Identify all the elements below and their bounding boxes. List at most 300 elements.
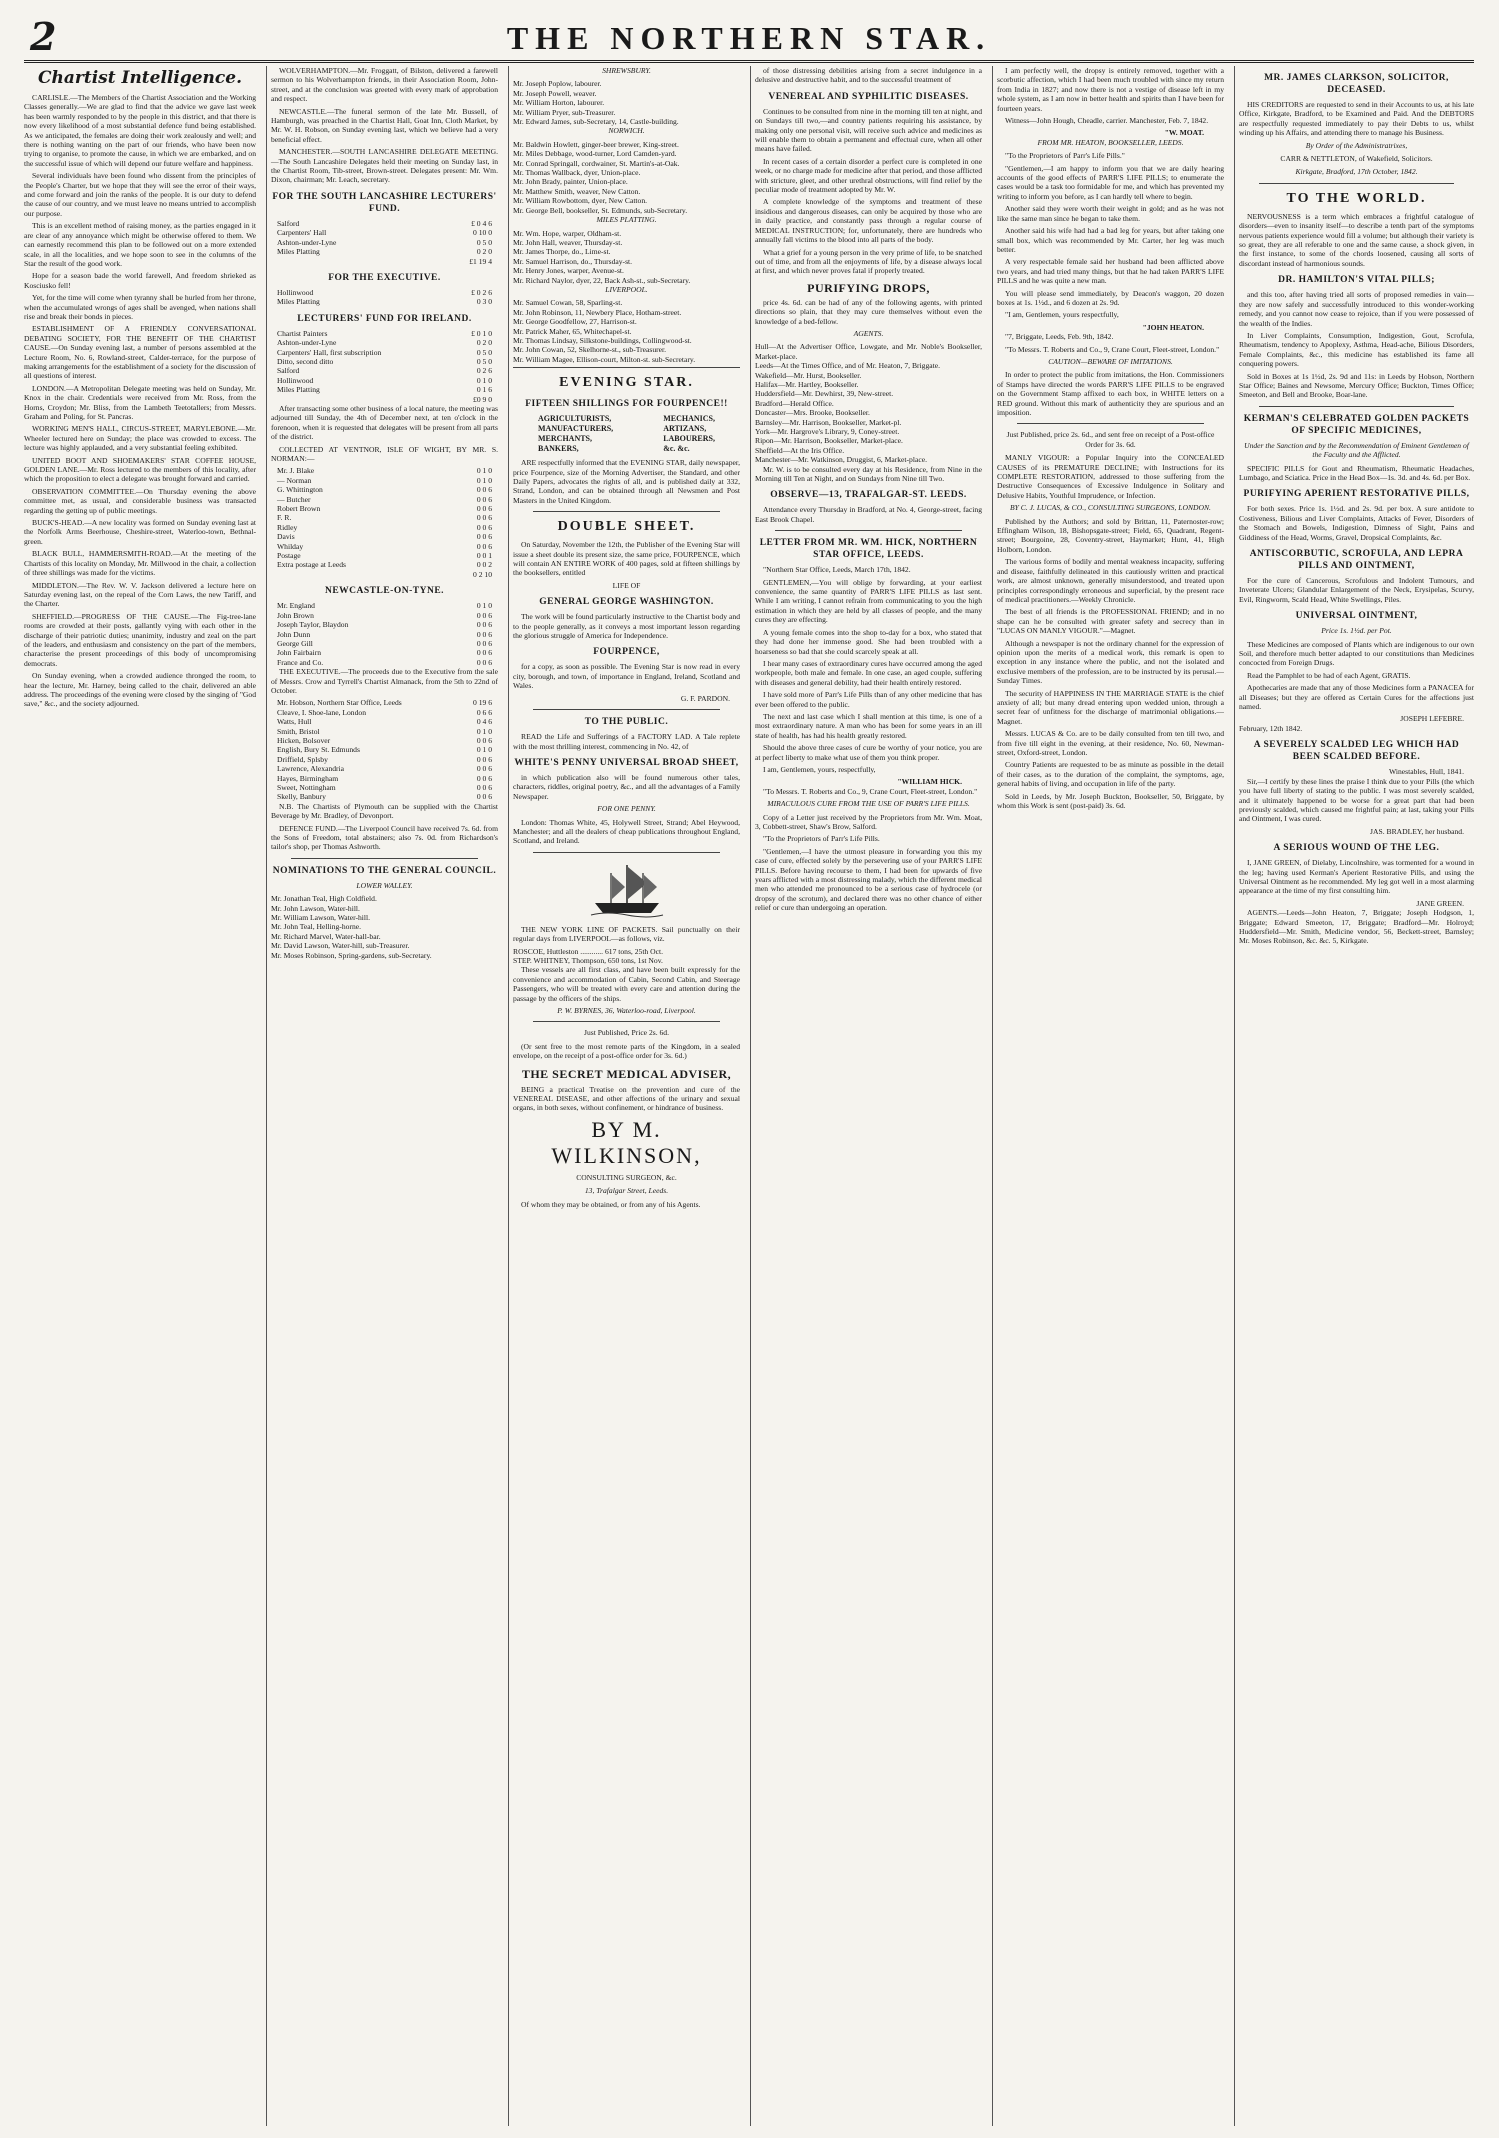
paragraph: WORKING MEN'S HALL, CIRCUS-STREET, MARYLEBONE.—Mr. Wheeler lectured here on Sunday; the place was crowded to excess. The lecture was highly applauded, and a very substantial feeling exhibited. xyxy=(24,424,256,453)
row-amount: 0 5 0 xyxy=(476,347,492,357)
shrewsbury-heading: SHREWSBURY. xyxy=(602,66,651,75)
caution-title: CAUTION—BEWARE OF IMITATIONS. xyxy=(1048,356,1173,366)
kerman-sub: Under the Sanction and by the Recommendation of Eminent Gentlemen of the Faculty and the Afflicted. xyxy=(1244,440,1469,460)
just-published: Just Published, price 2s. 6d., and sent free on receipt of a Post-office Order for 3s. 6d. xyxy=(1006,430,1215,449)
column-4 xyxy=(750,66,982,2126)
paragraph: Should the above three cases of cure be worthy of your notice, you are at perfect liberty to make what use of them you think proper. xyxy=(755,743,982,762)
heaton-paragraphs xyxy=(997,164,1224,320)
row-amount: 0 0 6 xyxy=(476,657,492,667)
paragraph: Sold in Leeds, by Mr. Joseph Buckton, Bookseller, 50, Briggate, by whom this Work is sent (post-paid) 3s. 6d. xyxy=(997,791,1224,811)
ship-line: STEP. WHITNEY, Thompson, 650 tons, 1st Nov. xyxy=(513,955,663,965)
row-label: Sweet, Nottingham xyxy=(277,783,336,792)
table-row xyxy=(271,513,498,522)
row-amount: 0 3 0 xyxy=(476,297,492,307)
from-heaton: FROM MR. HEATON, BOOKSELLER, LEEDS. xyxy=(1037,137,1184,147)
paragraph: ESTABLISHMENT OF A FRIENDLY CONVERSATIONAL DEBATING SOCIETY, FOR THE BENEFIT OF THE CHARTIST CAUSE.—On Sunday evening last, a number of persons assembled at the Lecture Room, No. 6, Rowland-street, Calder-terrace, for the purpose of making arrangements for the establishment of a society for the discussion of all questions of interest. xyxy=(24,324,256,381)
signature: G. F. PARDON. xyxy=(680,693,730,703)
paragraph: I hear many cases of extraordinary cures have occurred among the aged workpeople, both male and female. In one case, an aged couple, suffering with diseases and general debility, had their health entirely restored. xyxy=(755,658,982,687)
paragraph: SHEFFIELD.—PROGRESS OF THE CAUSE.—The Fig-tree-lane rooms are crowded at their posts, gallantly vying with each other in the discharge of their patriotic duties; unanimity, industry and zeal on the part of the leaders, and enthusiasm and consistency on the part of the members, characterise the present proceedings of this body of uncompromising democrats. xyxy=(24,611,256,668)
paragraph: AGENTS.—Leeds—John Heaton, 7, Briggate; Joseph Hodgson, 1, Briggate; Edward Smeeton, 17, Briggate; Bradford—Mr. Holroyd; Huddersfield—Mr. Smith, Medicine vendor, 56, Beckett-street, Barnsley; Mr. Moses Robinson, &c. &c. 5, Kirkgate. xyxy=(1239,908,1474,946)
list-item: Mr. Miles Debbage, wood-turner, Lord Camden-yard. xyxy=(513,149,677,159)
paragraph: of those distressing debilities arising from a secret indulgence in a delusive and destructive habit, and to the successful treatment of xyxy=(755,66,982,85)
paragraph: For the cure of Cancerous, Scrofulous and Indolent Tumours, and Inveterate Ulcers; Glandular Enlargement of the Neck, Erysipelas, Scurvy, Evil, Ringworm, Scald Head, White Swellings, Piles. xyxy=(1239,576,1474,604)
clarkson-firm: CARR & NETTLETON, of Wakefield, Solicitors. xyxy=(1280,154,1433,164)
column-1 xyxy=(24,66,256,2126)
table-row xyxy=(271,366,498,375)
row-label: Lawrence, Alexandria xyxy=(277,764,345,774)
paragraph: Another said his wife had had a bad leg for years, but after taking one small box, which was recommended by Mr. Carter, her leg was much better. xyxy=(997,226,1224,254)
divider xyxy=(1017,423,1204,424)
list-item: Mr. William Lawson, Water-hill. xyxy=(271,913,371,923)
paragraph: "To Messrs. T. Roberts and Co., 9, Crane Court, Fleet-street, London." xyxy=(1005,344,1220,354)
wound-title: A SERIOUS WOUND OF THE LEG. xyxy=(1273,843,1440,854)
moat-signature: "W. MOAT. xyxy=(1164,128,1204,138)
row-label: George Gill xyxy=(277,638,313,648)
row-amount: £ 0 1 0 xyxy=(471,328,492,338)
row-amount: 0 1 0 xyxy=(476,745,492,755)
paragraph: I, JANE GREEN, of Dielaby, Lincolnshire, was tormented for a wound in the leg; having used Kerman's Aperient Restorative Pills, and using the Universal Ointment as he recommended. My leg got well in a most alarming appearance at the time of my first consulting him. xyxy=(1239,858,1474,896)
table-row xyxy=(271,717,498,726)
row-label: Cleave, I. Shoe-lane, London xyxy=(277,707,366,717)
row-label: Salford xyxy=(277,218,300,228)
miles-heading: MILES PLATTING. xyxy=(596,215,657,225)
heaton-signature: "JOHN HEATON. xyxy=(1142,322,1204,332)
list-item: Mr. John Teal, Helling-horne. xyxy=(271,922,362,932)
row-label: Smith, Bristol xyxy=(277,726,320,736)
row-amount: 0 0 6 xyxy=(476,648,492,658)
table-row xyxy=(271,698,498,707)
table-row xyxy=(271,288,498,297)
row-label: Miles Platting xyxy=(277,297,320,307)
list-item: MERCHANTS, xyxy=(538,434,593,444)
row-label: Skelly, Banbury xyxy=(277,792,326,802)
paragraph: N.B. The Chartists of Plymouth can be supplied with the Chartist Beverage by Mr. Bradley, of Devonport. xyxy=(271,801,498,821)
divider xyxy=(533,852,720,853)
paragraph: I am, Gentlemen, yours, respectfully, xyxy=(763,764,876,774)
nominations-sub: LOWER WALLEY. xyxy=(356,880,413,890)
paragraph: The work will be found particularly instructive to the Chartist body and to the people generally, as it conveys a most important lesson regarding the glorious struggle of America for Independence. xyxy=(513,612,740,641)
divider xyxy=(1259,406,1454,407)
agents-title: AGENTS. xyxy=(853,328,884,338)
paragraph: Hope for a season bade the world farewell, And freedom shrieked as Kosciusko fell! xyxy=(24,271,256,290)
table-row xyxy=(271,523,498,532)
row-amount: 0 0 6 xyxy=(476,541,492,551)
row-label: Hollinwood xyxy=(277,375,314,385)
row-label: Ashton-under-Lyne xyxy=(277,338,337,348)
row-label: Ditto, second ditto xyxy=(277,356,334,366)
list-item: Mr. William Magee, Ellison-court, Milton-st. sub-Secretary. xyxy=(513,354,696,364)
classes-box xyxy=(513,414,740,454)
divider xyxy=(533,1021,720,1022)
paragraph: "7, Briggate, Leeds, Feb. 9th, 1842. xyxy=(1005,332,1114,342)
clarkson-title: MR. JAMES CLARKSON, SOLICITOR, DECEASED. xyxy=(1264,73,1449,95)
paragraph: I am perfectly well, the dropsy is entirely removed, together with a scorbutic affection, which I had been much troubled with since my return from India in 1827; and now there is not a vestige of disease left in my whole system, as I am now in better health and spirits than I have been for fourteen years. xyxy=(997,66,1224,113)
row-amount: 0 1 6 xyxy=(476,385,492,395)
paragraph: The various forms of bodily and mental weakness incapacity, suffering and disease, faithfully delineated in this cautiously written and practical work, are almost unknown, generally misunderstood, and treated upon principles correspondingly erroneous and superficial, by the present race of medical practitioners.—Weekly Chronicle. xyxy=(997,557,1224,604)
wilkinson: BY M. WILKINSON, xyxy=(551,1116,702,1168)
row-amount: £0 9 0 xyxy=(473,394,492,404)
row-amount: 0 10 0 xyxy=(473,228,492,238)
column-6 xyxy=(1234,66,1474,2126)
table-row xyxy=(271,228,498,237)
norwich-list xyxy=(513,140,740,215)
row-amount: 0 0 6 xyxy=(476,638,492,648)
row-amount: 0 1 0 xyxy=(476,601,492,611)
lefebre: JOSEPH LEFEBRE. xyxy=(1400,714,1464,724)
paragraph: "Gentlemen,—I am happy to inform you that we are daily hearing accounts of the good effects of PARR'S LIFE PILLS; to enumerate the cases would be a task too formidable for me, and which has prevented my writing to inform you before, as I can hardly tell where to begin. xyxy=(997,163,1224,201)
row-amount: 0 0 6 xyxy=(476,792,492,802)
list-item: Leeds—At the Times Office, and of Mr. Heaton, 7, Briggate. xyxy=(755,361,941,371)
row-label: Hollinwood xyxy=(277,287,314,297)
paragraph: Sold in Boxes at 1s 1½d, 2s. 9d and 11s: in Leeds by Hobson, Northern Star Office; Baines and Newsome, Mercury Office; Buckton, Times Office; Smeeton, and Bell and Brooke, Boar-lane. xyxy=(1239,371,1474,400)
table-row xyxy=(271,329,498,338)
row-label: Hicken, Bolsover xyxy=(277,735,331,745)
table-row xyxy=(271,620,498,629)
page-number: 2 xyxy=(30,14,57,59)
row-amount: 0 1 0 xyxy=(476,726,492,736)
paragraph: Yet, for the time will come when tyranny shall be hurled from her throne, when the accumulated wrongs of ages shall be avenged, when nations shall rise and break their bonds in pieces. xyxy=(24,293,256,321)
list-item: Mr. George Goodfellow, 27, Harrison-st. xyxy=(513,317,637,327)
table-row xyxy=(271,257,498,266)
ireland-table xyxy=(271,329,498,404)
column-5 xyxy=(992,66,1224,2126)
paragraph: The security of HAPPINESS IN THE MARRIAGE STATE is the chief anxiety of all; but many dread entering upon wedded union, through a secret fear of unfitness for the discharge of matrimonial obligations.—Magnet. xyxy=(997,688,1224,726)
column-2-paragraphs xyxy=(271,66,498,185)
aperient-title: PURIFYING APERIENT RESTORATIVE PILLS, xyxy=(1243,489,1470,500)
washington-title: GENERAL GEORGE WASHINGTON. xyxy=(539,597,714,608)
list-item: Mr. John Robinson, 11, Newbery Place, Hotham-street. xyxy=(513,307,682,317)
table-row xyxy=(271,736,498,745)
list-item: ARTIZANS, xyxy=(663,424,707,434)
row-label: F. R. xyxy=(277,513,292,523)
authors: BY C. J. LUCAS, & CO., CONSULTING SURGEONS, LONDON. xyxy=(1010,503,1211,513)
norwich-heading: NORWICH. xyxy=(608,126,645,136)
paragraph: Attendance every Thursday in Bradford, at No. 4, George-street, facing East Brook Chapel. xyxy=(755,505,982,524)
paragraph: In Liver Complaints, Consumption, Indigestion, Gout, Scrofula, Rheumatism, tendency to Apoplexy, Asthma, Head-ache, Bilious Disorders, Female Complaints, &c., this medicine has established its fame all conquering powers. xyxy=(1239,330,1474,369)
row-label: Hayes, Birmingham xyxy=(277,773,339,783)
ventnor-table xyxy=(271,466,498,579)
table-row xyxy=(271,658,498,667)
row-amount: 0 4 6 xyxy=(476,717,492,727)
row-amount: £ 0 4 6 xyxy=(471,218,492,228)
row-amount: 0 0 6 xyxy=(476,629,492,639)
list-item: Mr. Wm. Hope, warper, Oldham-st. xyxy=(513,228,622,238)
paragraph: Of whom they may be obtained, or from any of his Agents. xyxy=(521,1199,701,1209)
universal-title: UNIVERSAL OINTMENT, xyxy=(1295,611,1418,622)
row-amount: 0 0 6 xyxy=(476,522,492,532)
fifteen-shillings: FIFTEEN SHILLINGS FOR FOURPENCE!! xyxy=(525,399,728,410)
opinions-list xyxy=(997,557,1224,726)
kerman-title: KERMAN'S CELEBRATED GOLDEN PACKETS OF SPECIFIC MEDICINES, xyxy=(1243,413,1470,436)
paragraph: On Sunday evening, when a crowded audience thronged the room, to hear the lecture, Mr. Harney, being called to the chair, delivered an able address. The proceedings of the evening were closed by the singing of "God save," &c., and the society adjourned. xyxy=(24,671,256,709)
row-amount: 0 2 0 xyxy=(476,338,492,348)
list-item: Doncaster—Mrs. Brooke, Bookseller. xyxy=(755,408,870,418)
list-item: Halifax—Mr. Hartley, Bookseller. xyxy=(755,379,859,389)
paragraph: BLACK BULL, HAMMERSMITH-ROAD.—At the meeting of the Chartists of this locality on Monday, Mr. Millwood in the chair, a collection of three shillings was made for the victims. xyxy=(24,549,256,578)
table-row xyxy=(271,247,498,256)
row-amount: 0 0 6 xyxy=(476,735,492,745)
table-row xyxy=(271,542,498,551)
list-item: MANUFACTURERS, xyxy=(538,424,614,434)
paragraph: THE EXECUTIVE.—The proceeds due to the Executive from the sale of Messrs. Crow and Tyrrell's Chartist Almanack, from the 5th to 22nd of October. xyxy=(271,667,498,695)
list-item: Mr. Joseph Poplow, labourer. xyxy=(513,79,602,89)
row-amount: 0 19 6 xyxy=(473,698,492,708)
row-label: Carpenters' Hall, first subscription xyxy=(277,347,382,357)
list-item: BANKERS, xyxy=(538,444,579,454)
row-amount: 0 0 6 xyxy=(476,485,492,495)
paragraph: "To the Proprietors of Parr's Life Pills. xyxy=(763,834,880,844)
row-label: Extra postage at Leeds xyxy=(277,560,346,570)
paragraph: NERVOUSNESS is a term which embraces a frightful catalogue of disorders—even to insanity itself—to describe a tenth part of the symptoms nervous patients experience would fill a volume; but although their variety is so great, they are all referable to one and the same cause, a shock given, in the first instance, to some of the chords loosened, causing all sorts of discordant instead of harmonious sounds. xyxy=(1239,211,1474,268)
row-label: Chartist Painters xyxy=(277,328,328,338)
masthead: THE NORTHERN STAR. xyxy=(506,20,992,56)
paragraph: Several individuals have been found who dissent from the principles of the People's Charter, but we hope that they will see the error of their ways, and come forward and join the ranks of the people. It is our duty to defend the cause of our country, and we must leave no means untried to accomplish our purpose. xyxy=(24,171,256,218)
paragraph: Another said they were worth their weight in gold; and as he was not like the same man since he began to take them. xyxy=(997,204,1224,223)
list-item: Mr. John Hall, weaver, Thursday-st. xyxy=(513,237,623,247)
paragraph: London: Thomas White, 45, Holywell Street, Strand; Abel Heywood, Manchester; and all the dealers of cheap publications throughout England, Scotland, and Ireland. xyxy=(513,817,740,846)
page-header xyxy=(24,10,1474,63)
newcastle-title: NEWCASTLE-ON-TYNE. xyxy=(324,586,445,597)
paragraph: A very respectable female said her husband had been afflicted above two years, and had tried many things, but that he had taken PARR'S LIFE PILLS and he was quite a new man. xyxy=(997,257,1224,286)
just-published: Just Published, Price 2s. 6d. xyxy=(583,1028,669,1038)
paragraph: HIS CREDITORS are requested to send in their Accounts to us, at his late Office, Kirkgate, Bradford, to be Examined and Paid. And the DEBTORS are respectfully requested immediately to pay their Debts to us, whilst winding up his Affairs, and attending there to manage his Business. xyxy=(1239,100,1474,138)
list-item: Mr. Conrad Springall, cordwainer, St. Martin's-at-Oak. xyxy=(513,158,680,168)
list-item: Mr. William Horton, labourer. xyxy=(513,98,605,108)
row-amount: 0 2 10 xyxy=(473,569,492,579)
table-row xyxy=(271,495,498,504)
table-row xyxy=(271,727,498,736)
paragraph: "To the Proprietors of Parr's Life Pills." xyxy=(1005,151,1125,161)
table-row xyxy=(271,504,498,513)
ship-icon xyxy=(587,859,667,919)
row-amount: 0 1 0 xyxy=(476,375,492,385)
row-amount: 0 0 1 xyxy=(476,551,492,561)
list-item: MECHANICS, xyxy=(663,414,715,424)
shrewsbury-list xyxy=(513,79,740,126)
fourpence-title: FOURPENCE, xyxy=(593,647,660,658)
list-item: Mr. Patrick Maher, 65, Whitechapel-st. xyxy=(513,326,632,336)
list-item: Ripon—Mr. Harrison, Bookseller, Market-place. xyxy=(755,436,903,446)
list-item: Mr. Thomas Wallback, dyer, Union-place. xyxy=(513,168,641,178)
table-row xyxy=(271,532,498,541)
section-title: Chartist Intelligence. xyxy=(37,68,243,88)
paragraph: OBSERVATION COMMITTEE.—On Thursday evening the above committee met, as usual, and considerable business was transacted regarding the getting up of public meetings. xyxy=(24,486,256,515)
paragraph: Apothecaries are made that any of those Medicines form a PANACEA for all Diseases; but they are offered as Certain Cures for the affections just named. xyxy=(1239,683,1474,712)
list-item: Mr. Moses Robinson, Spring-gardens, sub-Secretary. xyxy=(271,950,432,960)
world-title: TO THE WORLD. xyxy=(1286,190,1427,206)
paragraph: BEING a practical Treatise on the prevention and cure of the VENEREAL DISEASE, and other affections of the urinary and sexual organs, in both sexes, without confinement, or hindrance of business. xyxy=(513,1084,740,1113)
paragraph: In order to protect the public from imitations, the Hon. Commissioners of Stamps have directed the words PARR'S LIFE PILLS to be engraved on the Government Stamp affixed to each box, in WHITE letters on a RED ground. Without this mark of authenticity they are spurious and an imposition. xyxy=(997,370,1224,417)
paragraph: "I am, Gentlemen, yours respectfully, xyxy=(1005,310,1119,320)
list-item: Mr. Samuel Cowan, 58, Sparling-st. xyxy=(513,298,623,308)
paragraph: I have sold more of Parr's Life Pills than of any other medicine that has ever been offered to the public. xyxy=(755,690,982,709)
paragraph: These Medicines are composed of Plants which are indigenous to our own Soil, and therefore much better adapted to our constitutions than Medicines concocted from Foreign Drugs. xyxy=(1239,639,1474,668)
column-4-intro xyxy=(755,66,982,85)
paragraph: Copy of a Letter just received by the Proprietors from Mr. Wm. Moat, 3, Cobbett-street, Shaw's Brow, Salford. xyxy=(755,812,982,831)
paragraph: You will please send immediately, by Deacon's waggon, 20 dozen boxes at 1s. 1½d., and 6 dozen at 2s. 9d. xyxy=(997,288,1224,307)
paragraph: price 4s. 6d. can be had of any of the following agents, with printed directions so plain, that they may cure themselves without even the knowledge of a bed-fellow. xyxy=(755,297,982,326)
life-of: LIFE OF xyxy=(612,580,641,590)
row-label: John Fairbairn xyxy=(277,648,322,658)
column-3 xyxy=(508,66,740,2126)
list-item: Mr. John Brady, painter, Union-place. xyxy=(513,177,628,187)
paragraph: After transacting some other business of a local nature, the meeting was adjourned till Sunday, the 4th of December next, at ten o'clock in the forenoon, when it is requested that delegates will be present from all parts of the district. xyxy=(271,403,498,442)
divider xyxy=(1259,183,1454,184)
hamilton-title: DR. HAMILTON'S VITAL PILLS; xyxy=(1278,275,1435,286)
nominations-list xyxy=(271,894,498,960)
paragraph: Country Patients are requested to be as minute as possible in the detail of their cases, as to the duration of the complaint, the symptoms, age, general habits of living, and occupation in life of the party. xyxy=(997,760,1224,789)
paragraph: WOLVERHAMPTON.—Mr. Froggatt, of Bilston, delivered a farewell sermon to his Wolverhampton friends, in their Association Room, John-street, and at the conclusion was greeted with every mark of approbation and respect. xyxy=(271,66,498,104)
row-label: Watts, Hull xyxy=(277,717,312,727)
row-amount: 0 0 6 xyxy=(476,494,492,504)
universal-price: Price 1s. 1½d. per Pot. xyxy=(1321,626,1392,636)
venereal-title: VENEREAL AND SYPHILITIC DISEASES. xyxy=(768,91,969,102)
list-item: Mr. William Rowbottom, dyer, New Catton. xyxy=(513,196,648,206)
table-row xyxy=(271,348,498,357)
table-row xyxy=(271,774,498,783)
table-row xyxy=(271,476,498,485)
paragraph: The best of all friends is the PROFESSIONAL FRIEND; and in no shape can he be consulted with greater safety and secrecy than in "LUCAS ON MANLY VIGOUR."—Magnet. xyxy=(997,607,1224,636)
list-item: Mr. John Cowan, 52, Skelhorne-st., sub-Treasurer. xyxy=(513,345,667,355)
column-1-paragraphs xyxy=(24,93,256,709)
table-row xyxy=(271,297,498,306)
ventnor-title: COLLECTED AT VENTNOR, ISLE OF WIGHT, BY MR. S. NORMAN:— xyxy=(271,444,498,463)
row-label: Mr. Hobson, Northern Star Office, Leeds xyxy=(277,698,402,708)
letter-paragraphs xyxy=(755,578,982,775)
table-row xyxy=(271,485,498,494)
row-label: Davis xyxy=(277,532,295,542)
paragraph: SPECIFIC PILLS for Gout and Rheumatism, Rheumatic Headaches, Lumbago, and Sciatica. Price in the Head Box—1s. 3d. and 4s. 6d. per Box. xyxy=(1239,463,1474,482)
table-row xyxy=(271,376,498,385)
divider xyxy=(775,530,962,531)
row-amount: 0 0 6 xyxy=(476,754,492,764)
leg-title: A SEVERELY SCALDED LEG WHICH HAD BEEN SCALDED BEFORE. xyxy=(1253,740,1460,763)
table-row xyxy=(271,551,498,560)
list-item: Mr. Samuel Harrison, do., Thursday-st. xyxy=(513,256,633,266)
row-amount: 0 2 0 xyxy=(476,247,492,257)
letter-date: "Northern Star Office, Leeds, March 17th, 1842. xyxy=(763,565,911,575)
row-amount: £ 0 2 6 xyxy=(471,287,492,297)
row-label: Robert Brown xyxy=(277,504,321,514)
table-row xyxy=(271,630,498,639)
list-item: Mr. Thomas Lindsay, Silkstone-buildings, Collingwood-st. xyxy=(513,335,692,345)
paragraph: READ the Life and Sufferings of a FACTORY LAD. A Tale replete with the most thrilling interest, commencing in No. 42, of xyxy=(513,732,740,751)
table-row xyxy=(271,560,498,569)
row-label: English, Bury St. Edmunds xyxy=(277,745,360,755)
paragraph: LONDON.—A Metropolitan Delegate meeting was held on Sunday, Mr. Knox in the chair. Credentials were received from Mr. Ross, from the Horns, Croydon; Mr. Bliss, from the Lambeth Teetotallers; from Messrs. Graham and Poling, for St. Pancras. xyxy=(24,383,256,421)
list-item: Mr. William Pryer, sub-Treasurer. xyxy=(513,107,616,117)
list-item: Mr. Matthew Smith, weaver, New Catton. xyxy=(513,186,641,196)
row-amount: 0 0 6 xyxy=(476,783,492,792)
paragraph: UNITED BOOT AND SHOEMAKERS' STAR COFFEE HOUSE, GOLDEN LANE.—Mr. Ross lectured to the members of this locality, after which the proposition to elect a delegate was brought forward and carried. xyxy=(24,455,256,484)
paragraph: On Saturday, November the 12th, the Publisher of the Evening Star will issue a sheet double its present size, the same price, FOURPENCE, which will contain AN ENTIRE WORK of 400 pages, sold at fifteen shillings by the booksellers, entitled xyxy=(513,540,740,578)
table-row xyxy=(271,745,498,754)
row-label: Miles Platting xyxy=(277,247,320,257)
row-amount: 0 0 6 xyxy=(476,620,492,630)
evening-star-title: EVENING STAR. xyxy=(559,375,694,391)
liverpool-list xyxy=(513,298,740,364)
paragraph: "To Messrs. T. Roberts and Co., 9, Crane Court, Fleet-street, London." xyxy=(763,786,978,796)
row-label: G. Whittington xyxy=(277,485,323,495)
row-label: Whilday xyxy=(277,541,304,551)
list-item: Wakefield—Mr. Hurst, Bookseller. xyxy=(755,370,862,380)
antiscorbutic-title: ANTISCORBUTIC, SCROFULA, AND LEPRA PILLS AND OINTMENT, xyxy=(1249,549,1464,571)
table-row xyxy=(271,395,498,404)
divider xyxy=(533,709,720,710)
table-row xyxy=(271,338,498,347)
paragraph: DEFENCE FUND.—The Liverpool Council have received 7s. 6d. from the Sons of Freedom, total abstainers; also 7s. 0d. from Richardson's tailor's shop, per Thomas Ashworth. xyxy=(271,823,498,852)
paragraph: MANLY VIGOUR: a Popular Inquiry into the CONCEALED CAUSES of its PREMATURE DECLINE; with Instructions for its COMPLETE RESTORATION, addressed to those suffering from the Destructive Consequences of Excessive Indulgence in Solitary and Delusive Habits, Youthful Imprudence, or Infection. xyxy=(997,453,1224,500)
hobson-table xyxy=(271,698,498,801)
paragraph: Continues to be consulted from nine in the morning till ten at night, and on Sundays till two,—and country patients requiring his assistance, by making only one personal visit, will receive such advice and medicines as will enable them to obtain a permanent and effectual cure, when all other means have failed. xyxy=(755,106,982,154)
letter-title: LETTER FROM MR. WM. HICK, NORTHERN STAR OFFICE, LEEDS. xyxy=(759,538,978,561)
newcastle-table xyxy=(271,601,498,667)
column-2 xyxy=(266,66,498,2126)
white-title: WHITE'S PENNY UNIVERSAL BROAD SHEET, xyxy=(514,757,739,768)
list-item: Sheffield—At the Iris Office. xyxy=(755,445,845,455)
paragraph: (Or sent free to the most remote parts of the Kingdom, in a sealed envelope, on the receipt of a post-office order for 3s. 6d.) xyxy=(513,1041,740,1061)
list-item: Mr. Henry Jones, warper, Avenue-st. xyxy=(513,266,624,276)
table-row xyxy=(271,466,498,475)
wilkinson-addr: 13, Trafalgar Street, Leeds. xyxy=(584,1186,669,1196)
column-5-intro xyxy=(997,66,1224,125)
list-item: Mr. John Lawson, Water-hill. xyxy=(271,903,360,913)
classes-left xyxy=(538,414,613,454)
exec-table xyxy=(271,288,498,307)
ireland-title: LECTURERS' FUND FOR IRELAND. xyxy=(297,313,472,324)
table-row xyxy=(271,755,498,764)
row-label: Ridley xyxy=(277,522,298,532)
columns xyxy=(24,66,1474,2126)
classes-right xyxy=(663,414,715,454)
list-item: Manchester—Mr. Watkinson, Druggist, 6, Market-place. xyxy=(755,455,927,465)
row-amount: 0 0 6 xyxy=(476,513,492,523)
exec-title: FOR THE EXECUTIVE. xyxy=(328,272,441,283)
double-sheet-title: DOUBLE SHEET. xyxy=(557,519,696,535)
list-item: Bradford—Herald Office. xyxy=(755,398,834,408)
paragraph: Mr. W. is to be consulted every day at his Residence, from Nine in the Morning till Ten at Night, and on Sundays from Nine till Two. xyxy=(755,464,982,484)
fund-table xyxy=(271,219,498,266)
paragraph: GENTLEMEN,—You will oblige by forwarding, at your earliest convenience, the same quantity of PARR'S LIFE PILLS as last sent. While I am writing, I cannot refrain from communicating to you the high estimation in which they are held by all classes of people, and the many cures they are effecting. xyxy=(755,577,982,625)
row-label: Salford xyxy=(277,366,300,376)
paragraph: For both sexes. Price 1s. 1½d. and 2s. 9d. per box. A sure antidote to Costiveness, Bilious and Liver Complaints, Attacks of Fever, Disorders of the Stomach and Bowels, Indigestion, Dimness of Sight, Pains and Giddiness of the Head, Worms, Gravel, Dropsical Complaints, &c. xyxy=(1239,504,1474,542)
paragraph: This is an excellent method of raising money, as the parties engaged in it are clear of any annoyance which might be otherwise offered to them. We can earnestly recommend this plan to be followed out on a more extended scale, in all the localities, and we hope soon to see in the columns of the Star the result of the good work. xyxy=(24,221,256,268)
divider xyxy=(533,511,720,512)
table-row xyxy=(271,764,498,773)
list-item: Mr. James Thorpe, do., Lime-st. xyxy=(513,247,611,257)
paragraph: A complete knowledge of the symptoms and treatment of these insidious and dangerous diseases, can only be acquired by those who are in daily practice, and constantly pass through a regular course of MEDICAL INSTRUCTION; for, unfortunately, there are hundreds who annually fall victims to the blood into all parts of the body. xyxy=(755,197,982,245)
paragraph: These vessels are all first class, and have been built expressly for the convenience and accommodation of Cabin, Second Cabin, and Steerage Passengers, who will be treated with every care and attention during the passage by the officers of the ships. xyxy=(513,965,740,1003)
row-label: John Dunn xyxy=(277,629,311,639)
miraculous-title: MIRACULOUS CURE FROM THE USE OF PARR'S LIFE PILLS. xyxy=(767,799,970,809)
row-amount: 0 1 0 xyxy=(476,475,492,485)
agents-list xyxy=(755,342,982,464)
table-row xyxy=(271,639,498,648)
list-item: AGRICULTURISTS, xyxy=(538,414,612,424)
table-row xyxy=(271,385,498,394)
venereal-paragraphs xyxy=(755,107,982,276)
bradley: JAS. BRADLEY, her husband. xyxy=(1370,826,1464,836)
paragraph: in which publication also will be found numerous other tales, characters, riddles, original poetry, &c., and all the advantages of a Family Newspaper. xyxy=(513,772,740,801)
row-label: Carpenters' Hall xyxy=(277,228,327,238)
wilkinson-sub: CONSULTING SURGEON, &c. xyxy=(576,1172,677,1182)
row-amount: 0 6 6 xyxy=(476,707,492,717)
paragraph: Read the Pamphlet to be had of each Agent, GRATIS. xyxy=(1247,670,1411,680)
row-amount: 0 0 6 xyxy=(476,504,492,514)
paragraph: Witness—John Hough, Cheadle, carrier. Manchester, Feb. 7, 1842. xyxy=(1005,116,1209,126)
row-label: Joseph Taylor, Blaydon xyxy=(277,620,349,630)
paragraph: Although a newspaper is not the ordinary channel for the expression of opinion upon the merits of a medical work, this remark is open to exception in any instance where the public, and not the isolated and exclusive members of the profession, are to be instructed by its perusal.—Sunday Times. xyxy=(997,638,1224,686)
